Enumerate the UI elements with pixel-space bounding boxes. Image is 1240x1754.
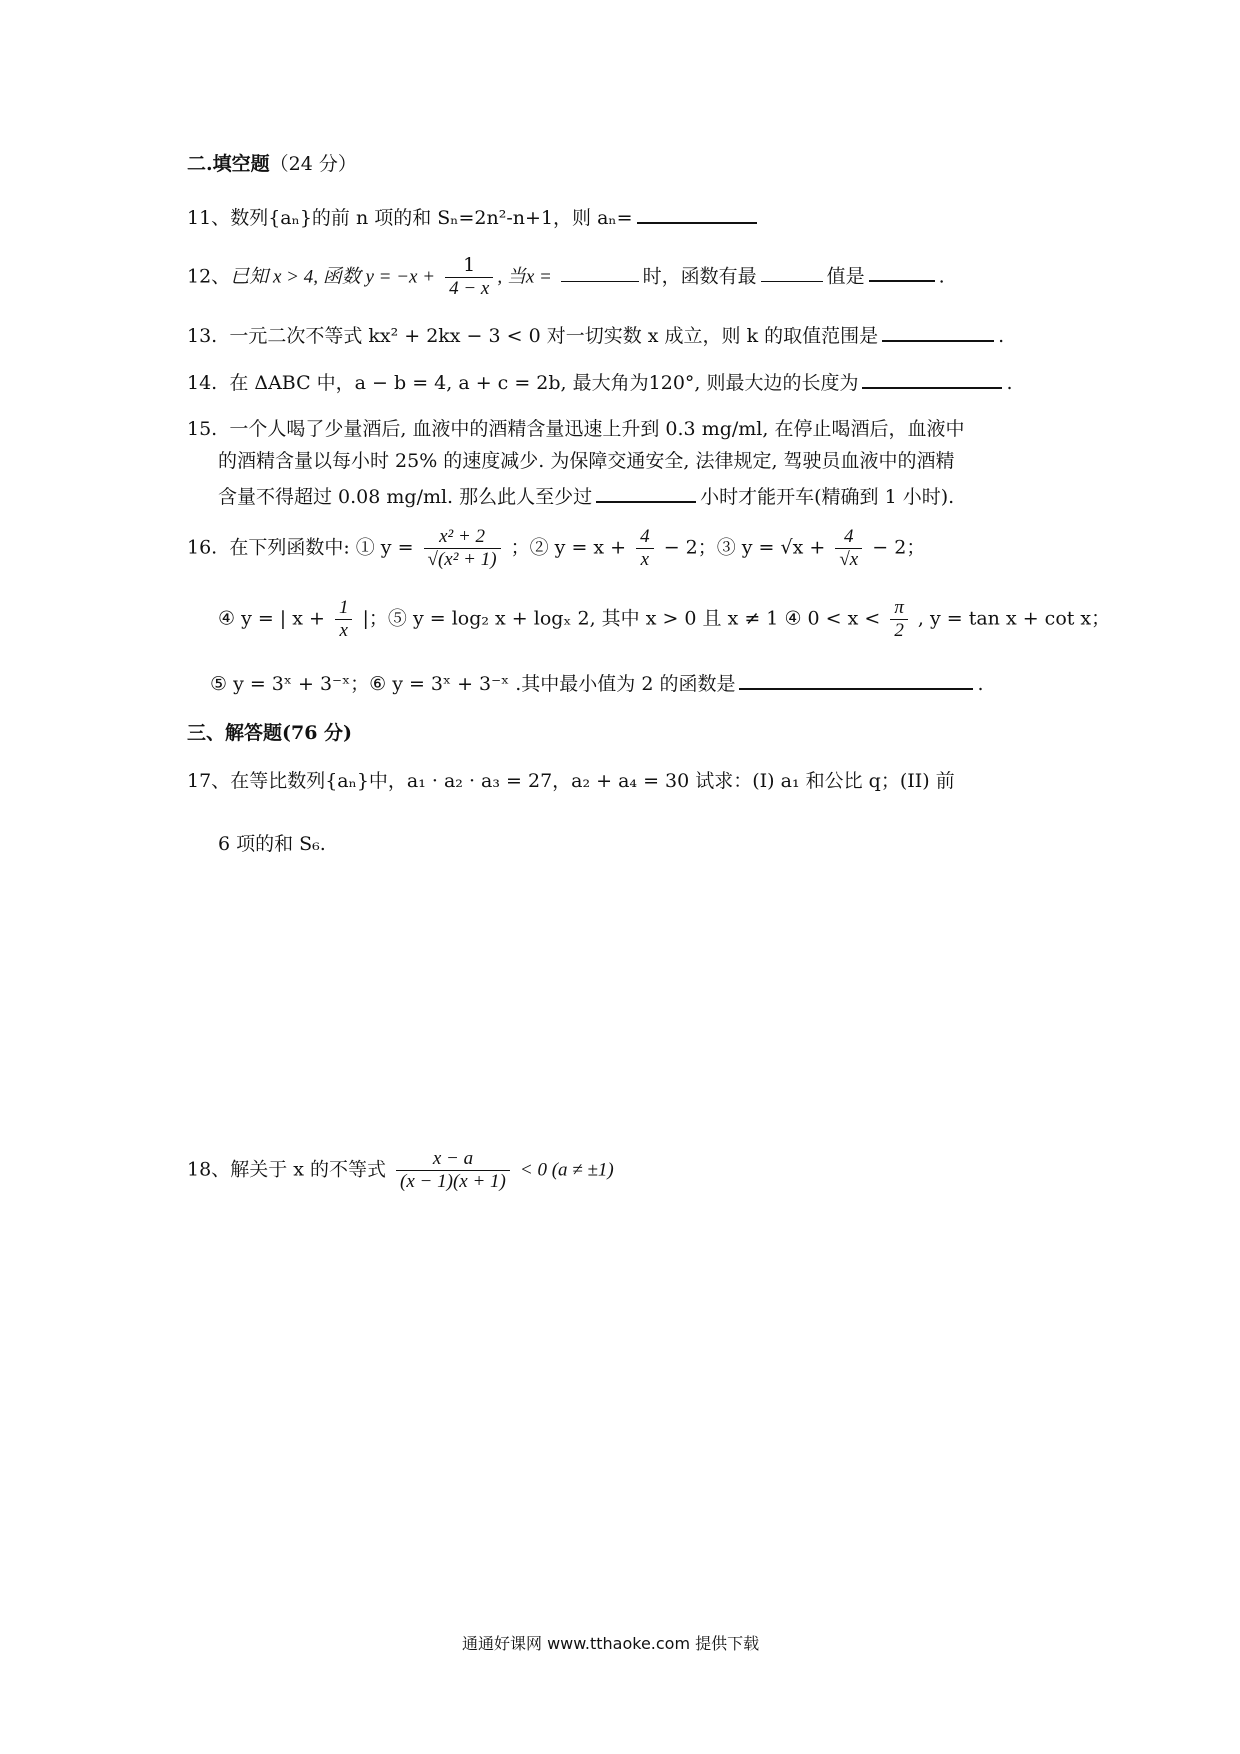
question-text: 解关于 x 的不等式 xyxy=(230,1158,386,1181)
question-11 xyxy=(187,204,761,230)
fraction xyxy=(890,597,908,642)
period: . xyxy=(998,325,1005,347)
fraction-denominator: 2 xyxy=(894,619,904,641)
question-number: 14. xyxy=(187,372,218,394)
fraction-numerator: 1 xyxy=(335,597,353,620)
section-heading-solutions: 三、解答题(76 分) xyxy=(187,722,353,744)
question-17-line-1 xyxy=(187,770,955,793)
fraction xyxy=(335,597,353,642)
question-text: 值是 xyxy=(826,265,865,288)
question-text: ④ y = | x + xyxy=(218,607,325,630)
question-15-line-2 xyxy=(218,450,955,473)
question-16-line-3 xyxy=(210,670,984,696)
question-text: ；② y = x + xyxy=(510,536,627,559)
question-text: 数列{aₙ}的前 n 项的和 Sₙ=2n²-n+1，则 aₙ= xyxy=(230,207,633,229)
question-18 xyxy=(187,1148,614,1193)
period: . xyxy=(938,265,945,288)
answer-blank[interactable] xyxy=(869,262,935,282)
fraction-denominator: (x − 1)(x + 1) xyxy=(400,1170,506,1192)
question-text: 在下列函数中: ① y = xyxy=(229,536,414,559)
answer-blank[interactable] xyxy=(637,204,757,224)
answer-blank[interactable] xyxy=(862,369,1002,389)
question-number: 13. xyxy=(187,325,218,347)
fraction-numerator: x − a xyxy=(396,1148,510,1171)
fraction-numerator: x² + 2 xyxy=(424,526,501,549)
question-text: < 0 (a ≠ ±1) xyxy=(519,1159,614,1181)
footer-credit: 通通好课网 www.tthaoke.com 提供下载 xyxy=(462,1634,760,1653)
fraction xyxy=(636,526,654,571)
answer-blank[interactable] xyxy=(596,483,696,503)
fraction xyxy=(445,255,493,300)
fraction-denominator: 4 − x xyxy=(449,277,490,299)
question-12 xyxy=(187,255,945,300)
fraction xyxy=(396,1148,510,1193)
question-text: ⑤ y = 3ˣ + 3⁻ˣ；⑥ y = 3ˣ + 3⁻ˣ .其中最小值为 2 的函数是 xyxy=(210,673,736,695)
question-15-line-1 xyxy=(187,418,964,441)
section-heading-fill-in xyxy=(187,153,357,176)
fraction-numerator: 1 xyxy=(445,255,493,278)
fraction-denominator: √(x² + 1) xyxy=(427,548,497,570)
question-text: 时，函数有最 xyxy=(642,265,757,288)
question-text: − 2；③ y = √x + xyxy=(663,536,826,559)
question-number: 15. xyxy=(187,418,218,440)
question-text: 一元二次不等式 kx² + 2kx − 3 < 0 对一切实数 x 成立，则 k 的取值范围是 xyxy=(229,325,879,347)
question-text: 的酒精含量以每小时 25% 的速度减少. 为保障交通安全, 法律规定, 驾驶员血液中的酒精 xyxy=(218,450,955,472)
question-14 xyxy=(187,369,1013,395)
question-number: 11、 xyxy=(187,207,231,229)
question-16-line-1 xyxy=(187,526,925,571)
question-text: , y = tan x + cot x； xyxy=(917,607,1111,630)
question-text: 一个人喝了少量酒后, 血液中的酒精含量迅速上升到 0.3 mg/ml, 在停止喝酒后，血液中 xyxy=(229,418,965,440)
answer-blank[interactable] xyxy=(882,322,994,342)
period: . xyxy=(1006,372,1013,394)
question-text: 在等比数列{aₙ}中，a₁ · a₂ · a₃ = 27，a₂ + a₄ = 30 试求：(I) a₁ 和公比 q；(II) 前 xyxy=(230,770,955,792)
fraction-numerator: π xyxy=(890,597,908,620)
question-text: 已知 x > 4, 函数 y = −x + xyxy=(230,266,436,288)
section-score: （24 分） xyxy=(269,153,357,175)
fraction-denominator: √x xyxy=(839,548,859,570)
answer-blank[interactable] xyxy=(761,263,823,282)
question-number: 18、 xyxy=(187,1158,231,1181)
answer-blank[interactable] xyxy=(739,670,973,690)
question-16-line-2 xyxy=(218,597,1110,642)
question-text: 在 ΔABC 中，a − b = 4, a + c = 2b, 最大角为120°, 则最大边的长度为 xyxy=(229,372,859,394)
question-text: 含量不得超过 0.08 mg/ml. 那么此人至少过 xyxy=(218,486,593,508)
fraction-denominator: x xyxy=(640,548,650,570)
question-text: , 当x = xyxy=(497,266,557,288)
fraction xyxy=(835,526,862,571)
answer-blank[interactable] xyxy=(561,263,639,282)
question-number: 12、 xyxy=(187,265,231,288)
question-15-line-3 xyxy=(218,483,954,509)
fraction xyxy=(424,526,501,571)
question-text: 小时才能开车(精确到 1 小时). xyxy=(700,486,955,508)
question-17-line-2 xyxy=(218,833,326,856)
fraction-numerator: 4 xyxy=(835,526,862,549)
question-number: 16. xyxy=(187,536,218,559)
period: . xyxy=(977,673,984,695)
question-number: 17、 xyxy=(187,770,231,792)
fraction-denominator: x xyxy=(339,619,348,641)
section-title: 二.填空题 xyxy=(187,153,270,175)
question-text: |；⑤ y = log₂ x + logₓ 2, 其中 x > 0 且 x ≠ 1 ④ 0 < x < xyxy=(362,607,881,630)
fraction-numerator: 4 xyxy=(636,526,654,549)
question-text: − 2； xyxy=(872,536,926,559)
question-13 xyxy=(187,322,1004,348)
question-text: 6 项的和 S₆. xyxy=(218,833,326,855)
